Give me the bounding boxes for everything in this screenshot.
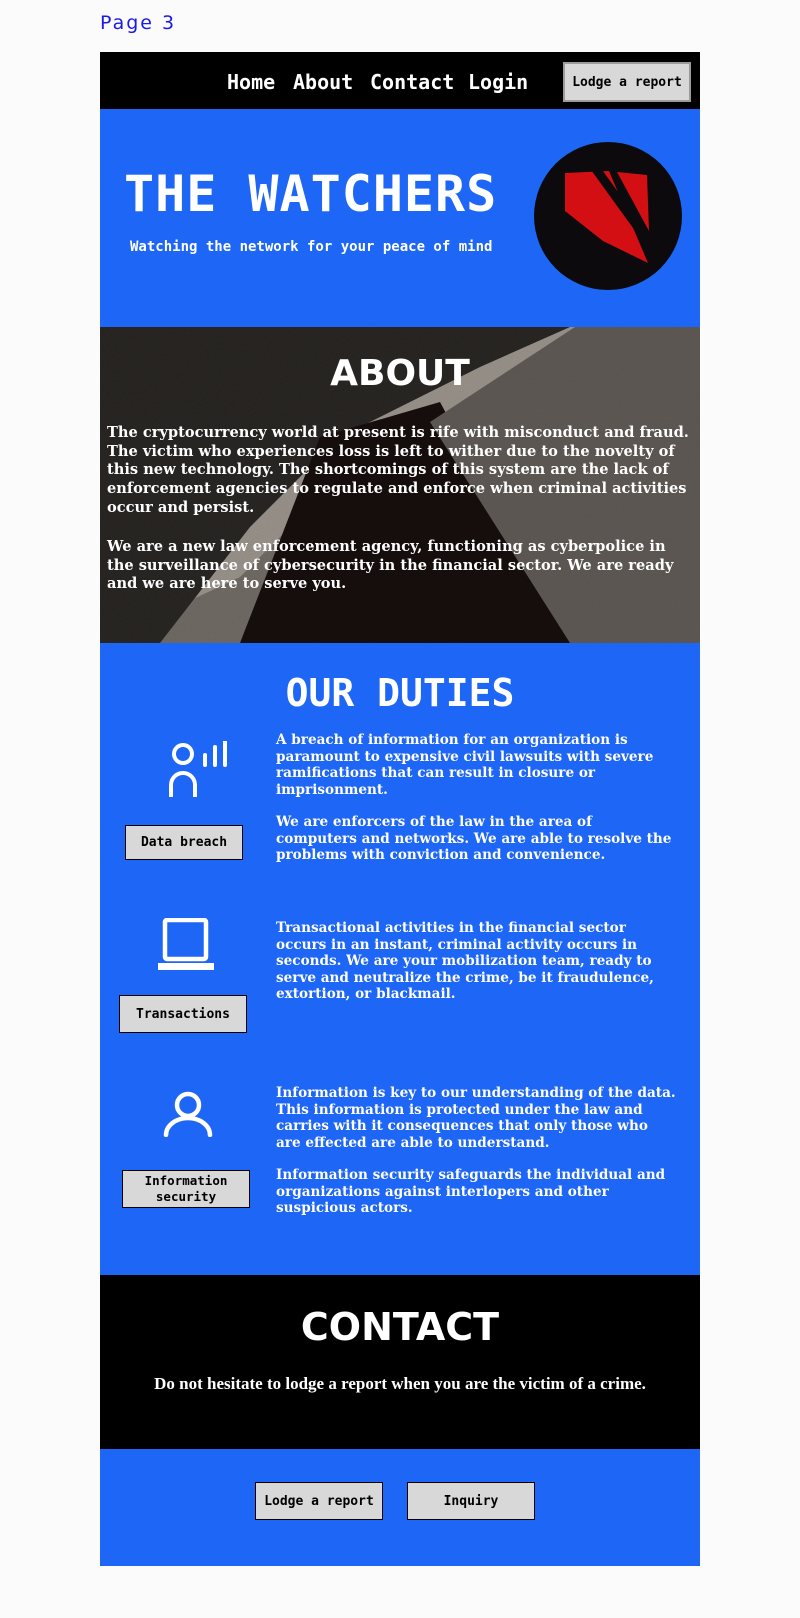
duty-2-text-1: Transactional activities in the financial sector occurs in an instant, criminal activity occurs in seconds. We are your mobilization team, ready to serve and neutralize the crime, be it fraudulence, extortion, or blackmail.: [276, 920, 654, 1003]
duties-section: [100, 643, 700, 1275]
duty-1-text-2: We are enforcers of the law in the area of computers and networks. We are able to resolve the problems with conviction and convenience.: [276, 814, 672, 864]
user-icon: [163, 1091, 213, 1137]
about-heading: ABOUT: [330, 353, 470, 394]
nav-login-link[interactable]: Login: [468, 70, 529, 94]
site-title: THE WATCHERS: [124, 165, 498, 223]
about-paragraph-2: We are a new law enforcement agency, functioning as cyberpolice in the surveillance of cybersecurity in the financial sector. We are ready and we are here to serve you.: [107, 538, 674, 593]
page-label: Page 3: [100, 12, 177, 34]
hero-banner: [100, 109, 700, 327]
transactions-button[interactable]: Transactions: [119, 995, 247, 1033]
nav-contact-link[interactable]: Contact: [370, 70, 455, 94]
contact-text: Do not hesitate to lodge a report when you are the victim of a crime.: [154, 1374, 646, 1393]
contact-heading: CONTACT: [300, 1305, 500, 1349]
person-analytics-icon: [168, 741, 230, 799]
nav-about-link[interactable]: About: [293, 70, 354, 94]
about-section: [100, 327, 700, 643]
nav-lodge-report-button[interactable]: Lodge a report: [563, 62, 691, 102]
top-nav: [100, 52, 700, 109]
footer-actions: [100, 1449, 700, 1566]
duty-3-text-1: Information is key to our understanding of the data. This information is protected under the law and carries with it consequences that only those who are effected are able to understand.: [276, 1085, 676, 1151]
footer-lodge-report-button[interactable]: Lodge a report: [255, 1482, 383, 1520]
shield-logo-icon: [533, 141, 683, 291]
contact-section: [100, 1275, 700, 1449]
duty-3-text-2: Information security safeguards the individual and organizations against interlopers and other suspicious actors.: [276, 1167, 666, 1217]
duties-heading: OUR DUTIES: [285, 671, 515, 715]
data-breach-button[interactable]: Data breach: [125, 825, 243, 860]
duty-1-text-1: A breach of information for an organization is paramount to expensive civil lawsuits with severe ramifications that can result in closure or imprisonment.: [276, 732, 654, 798]
nav-home-link[interactable]: Home: [227, 70, 276, 94]
information-security-button[interactable]: Information security: [122, 1170, 250, 1208]
page-frame: [100, 52, 700, 1566]
inquiry-button[interactable]: Inquiry: [407, 1482, 535, 1520]
about-paragraph-1: The cryptocurrency world at present is rife with misconduct and fraud. The victim who experiences loss is left to wither due to the novelty of this new technology. The shortcomings of this system are the lack of enforcement agencies to regulate and enforce when criminal activities occur and persist.: [107, 424, 689, 516]
laptop-icon: [158, 918, 214, 972]
site-tagline: Watching the network for your peace of mind: [130, 239, 493, 255]
